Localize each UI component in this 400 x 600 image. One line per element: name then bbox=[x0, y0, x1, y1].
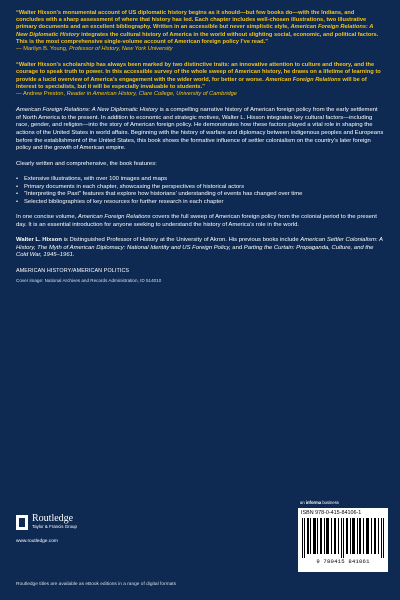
book-summary: In one concise volume, American Foreign Relations covers the full sweep of American foreign policy from the colonial period to the present day. It is an essential introduction for anyone seeking to understand the history of America’s role in the world. bbox=[16, 214, 377, 228]
publisher-url: www.routledge.com bbox=[16, 539, 58, 544]
list-item: • Extensive illustrations, with over 100 images and maps bbox=[16, 176, 384, 183]
publisher-name: Routledge bbox=[32, 513, 74, 524]
subject-category: AMERICAN HISTORY/AMERICAN POLITICS bbox=[16, 267, 130, 274]
publisher-subtitle: Taylor & Francis Group bbox=[32, 524, 77, 529]
barcode-icon bbox=[301, 518, 385, 558]
list-item: • “Interpreting the Past” features that explore how historians’ understanding of events has changed over time bbox=[16, 191, 384, 198]
barcode-number: 9 780415 841061 bbox=[316, 558, 370, 565]
author-bio: Walter L. Hixson is Distinguished Professor of History at the University of Akron. His previous books include American Settler Colonialism: A History, The Myth of American Diplomacy: National Identity and US Foreign Policy, and Parting the Curtain: Propaganda, Culture, and the Cold War, 1945–1961. bbox=[16, 237, 383, 259]
cover-credit: Cover image: National Archives and Records Administration, ID 514010 bbox=[16, 277, 162, 283]
publisher-logo bbox=[16, 514, 77, 530]
review-quote-2: “Walter Hixson’s scholarship has always been marked by two distinctive traits: an innovative attention to culture and theory, and the courage to speak truth to power. In this accessible survey of the whole sweep of American history, he draws on a lifetime of learning to provide a lucid overview of America’s engagement with the wider world, for better or worse. American Foreign Relations will be of interest to specialists, but it will be especially invaluable to students.” bbox=[16, 62, 381, 90]
informa-business-tag: an informa business bbox=[300, 500, 339, 505]
book-description: American Foreign Relations: A New Diplomatic History is a compelling narrative history of American foreign policy from the early settlement of North America to the present. In addition to economic and strategic motives, Walter L. Hixson integrates key cultural factors—including race, gender, and religion—into the story of American foreign policy. He demonstrates how these factors played a vital role in shaping the actions of the United States in world affairs. Beginning with the history of warfare and diplomacy between indigenous peoples and Europeans before the establishment of the United States, this book shows the formative influence of settler colonialism on the country’s later foreign policy and the growth of American empire. bbox=[16, 107, 384, 152]
review-quote-1: “Walter Hixson’s monumental account of US diplomatic history begins as it should—but few books do—with the Indians, and concludes with a sharp assessment of where that history has led. Each chapter includes well-chosen illustrations, two illustrative primary documents and an excellent bibliography. Written in an accessible but never simplistic style, American Foreign Relations: A New Diplomatic History integrates the cultural history of America in the world without slighting social, economic, and political factors. This is the most comprehensive single-volume account of American foreign policy I’ve read.” bbox=[16, 10, 379, 45]
list-item: • Selected bibliographies of key resources for further research in each chapter bbox=[16, 199, 384, 206]
ebook-note: Routledge titles are available as eBook editions in a range of digital formats bbox=[16, 582, 176, 587]
features-list bbox=[16, 176, 384, 206]
review-attribution-2: — Andrew Preston, Reader in American History, Clare College, University of Cambridge bbox=[16, 91, 237, 98]
publisher-text bbox=[32, 514, 77, 530]
isbn-label: ISBN 978-0-415-84106-1 bbox=[301, 510, 362, 516]
isbn-barcode-box bbox=[298, 508, 388, 572]
features-intro: Clearly written and comprehensive, the book features: bbox=[16, 160, 157, 167]
list-item: • Primary documents in each chapter, showcasing the perspectives of historical actors bbox=[16, 184, 384, 191]
review-attribution-1: — Marilyn B. Young, Professor of History, New York University bbox=[16, 46, 173, 53]
routledge-logo-icon bbox=[16, 515, 28, 530]
